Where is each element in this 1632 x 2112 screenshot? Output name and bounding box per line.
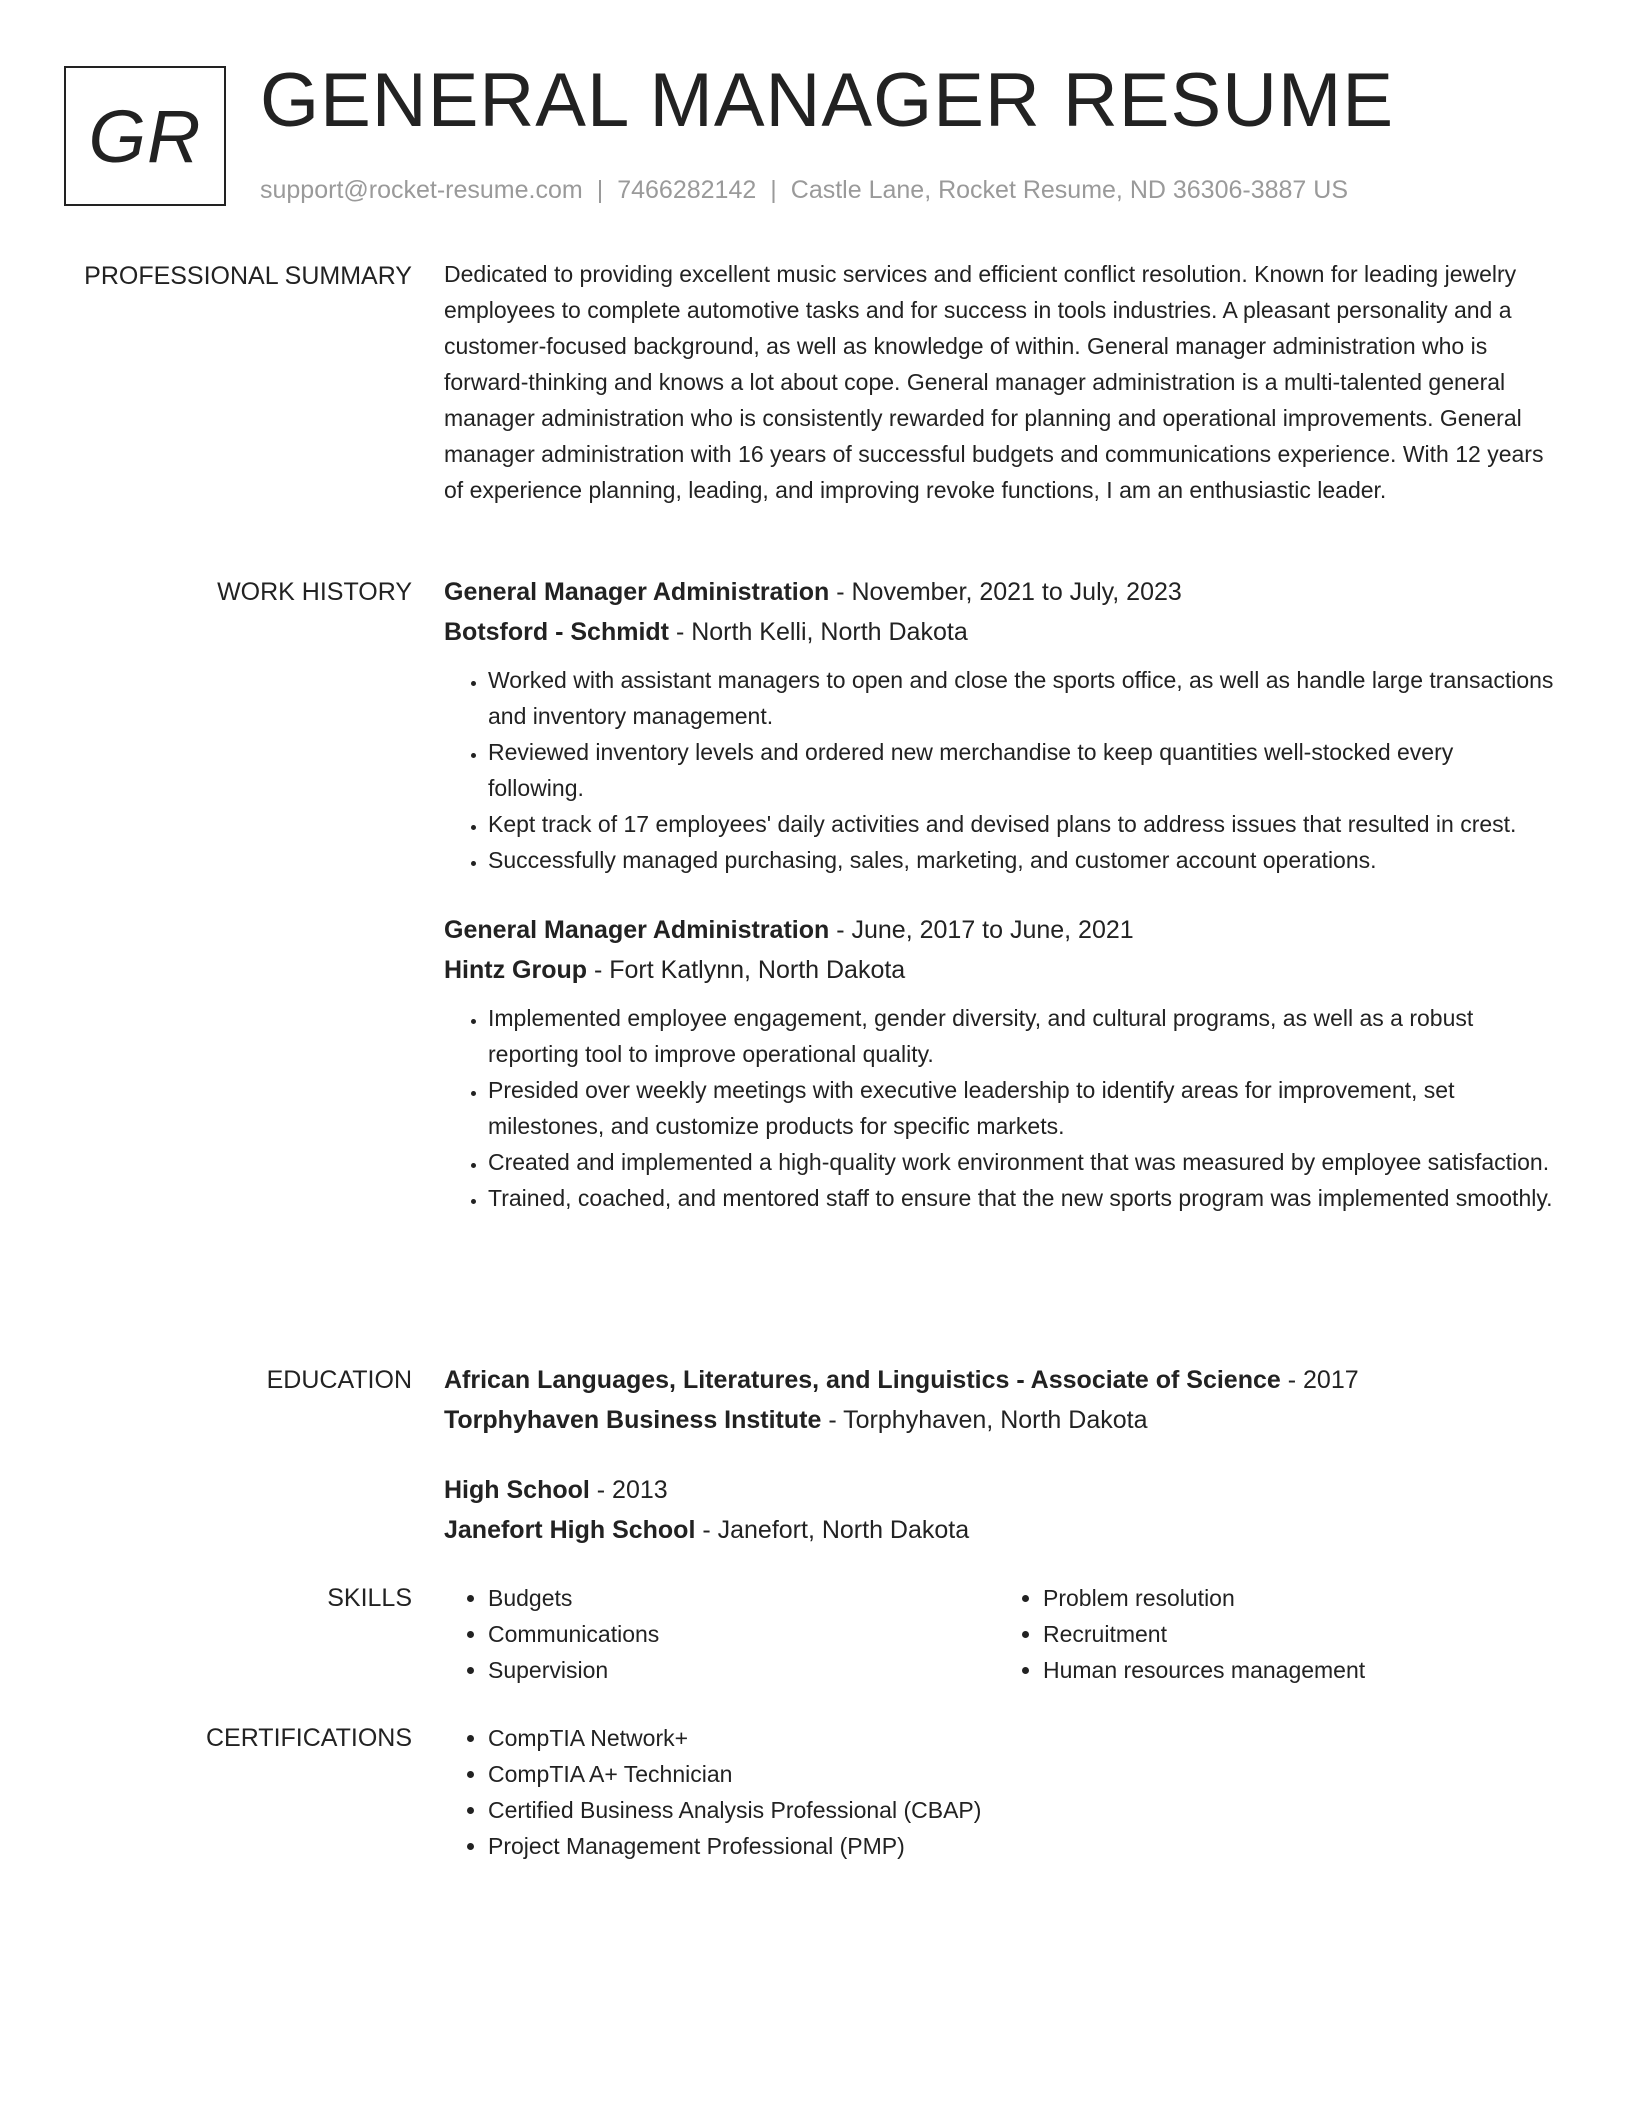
- certifications-body: [444, 1720, 1554, 1864]
- certification-item: • CompTIA Network+: [488, 1720, 1554, 1756]
- school-line: [444, 1400, 1554, 1440]
- school-location: - Torphyhaven, North Dakota: [821, 1406, 1148, 1434]
- degree: High School: [444, 1476, 590, 1504]
- contact-separator: |: [596, 176, 604, 204]
- skills-body: [444, 1580, 1554, 1688]
- certification-item: • CompTIA A+ Technician: [488, 1756, 1554, 1792]
- job-bullets: [444, 662, 1554, 878]
- skill-item: • Communications: [488, 1616, 999, 1652]
- certification-item: • Project Management Professional (PMP): [488, 1828, 1554, 1864]
- degree: African Languages, Literatures, and Linguistics - Associate of Science: [444, 1366, 1281, 1394]
- job-bullet: • Worked with assistant managers to open and close the sports office, as well as handle large transactions and inventory management.: [488, 662, 1554, 734]
- job-company-line: [444, 950, 1554, 990]
- job-location: - Fort Katlynn, North Dakota: [587, 956, 906, 984]
- certifications-list: [444, 1720, 1554, 1864]
- school-line: [444, 1510, 1554, 1550]
- section-label-skills: SKILLS: [327, 1584, 412, 1612]
- work-history-body: [444, 572, 1554, 1216]
- job-dates: - November, 2021 to July, 2023: [829, 578, 1182, 606]
- school: Janefort High School: [444, 1516, 696, 1544]
- job-entry: [444, 572, 1554, 878]
- section-label-certifications: CERTIFICATIONS: [205, 1724, 412, 1752]
- contact-address: Castle Lane, Rocket Resume, ND 36306-3887 US: [790, 176, 1349, 204]
- summary-body: [444, 256, 1554, 508]
- skills-column-left: [444, 1580, 999, 1688]
- skill-item: • Supervision: [488, 1652, 999, 1688]
- job-entry: [444, 910, 1554, 1216]
- job-dates: - June, 2017 to June, 2021: [829, 916, 1134, 944]
- job-title-line: [444, 572, 1554, 612]
- job-bullets: [444, 1000, 1554, 1216]
- skills-column-right: [999, 1580, 1554, 1688]
- education-body: [444, 1360, 1554, 1550]
- section-label-education: EDUCATION: [266, 1366, 412, 1394]
- skill-item: • Recruitment: [1043, 1616, 1554, 1652]
- contact-phone[interactable]: 7466282142: [617, 176, 757, 204]
- skill-item: • Problem resolution: [1043, 1580, 1554, 1616]
- job-bullet: • Successfully managed purchasing, sales, marketing, and customer account operations.: [488, 842, 1554, 878]
- monogram-initials: GR: [88, 94, 202, 178]
- section-label-work: WORK HISTORY: [217, 578, 412, 606]
- skills-grid: [444, 1580, 1554, 1688]
- contact-line: [260, 173, 1348, 207]
- contact-separator: |: [770, 176, 777, 204]
- job-bullet: • Implemented employee engagement, gender diversity, and cultural programs, as well as a robust reporting tool to improve operational quality.: [488, 1000, 1554, 1072]
- education-entry: [444, 1360, 1554, 1440]
- school: Torphyhaven Business Institute: [444, 1406, 822, 1434]
- degree-year: - 2013: [589, 1476, 668, 1504]
- job-bullet: • Created and implemented a high-quality work environment that was measured by employee satisfaction.: [488, 1144, 1554, 1180]
- job-title: General Manager Administration: [444, 578, 830, 606]
- job-location: - North Kelli, North Dakota: [669, 618, 968, 646]
- education-entry: [444, 1470, 1554, 1550]
- job-title: General Manager Administration: [444, 916, 830, 944]
- job-company-line: [444, 612, 1554, 652]
- contact-email[interactable]: support@rocket-resume.com: [260, 176, 583, 204]
- skill-item: • Budgets: [488, 1580, 999, 1616]
- job-bullet: • Reviewed inventory levels and ordered new merchandise to keep quantities well-stocked every following.: [488, 734, 1554, 806]
- degree-line: [444, 1470, 1554, 1510]
- job-title-line: [444, 910, 1554, 950]
- monogram-box: [64, 66, 226, 206]
- section-label-summary: PROFESSIONAL SUMMARY: [84, 262, 412, 290]
- job-bullet: • Trained, coached, and mentored staff to ensure that the new sports program was implemented smoothly.: [488, 1180, 1554, 1216]
- job-bullet: • Presided over weekly meetings with executive leadership to identify areas for improvement, set milestones, and customize products for specific markets.: [488, 1072, 1554, 1144]
- job-bullet: • Kept track of 17 employees' daily activities and devised plans to address issues that resulted in crest.: [488, 806, 1554, 842]
- job-company: Hintz Group: [444, 956, 588, 984]
- resume-title: GENERAL MANAGER RESUME: [260, 58, 1395, 143]
- degree-line: [444, 1360, 1554, 1400]
- school-location: - Janefort, North Dakota: [695, 1516, 970, 1544]
- certification-item: • Certified Business Analysis Professional (CBAP): [488, 1792, 1554, 1828]
- job-company: Botsford - Schmidt: [444, 618, 669, 646]
- summary-text: Dedicated to providing excellent music services and efficient conflict resolution. Known for leading jewelry employees to complete automotive tasks and for success in tools industries. A pleasant personality and a customer-focused background, as well as knowledge of within. General manager administration who is forward-thinking and knows a lot about cope. General manager administration is a multi-talented general manager administration who is consistently rewarded for planning and operational improvements. General manager administration with 16 years of successful budgets and communications experience. With 12 years of experience planning, leading, and improving revoke functions, I am an enthusiastic leader.: [444, 261, 1544, 503]
- skill-item: • Human resources management: [1043, 1652, 1554, 1688]
- degree-year: - 2017: [1280, 1366, 1359, 1394]
